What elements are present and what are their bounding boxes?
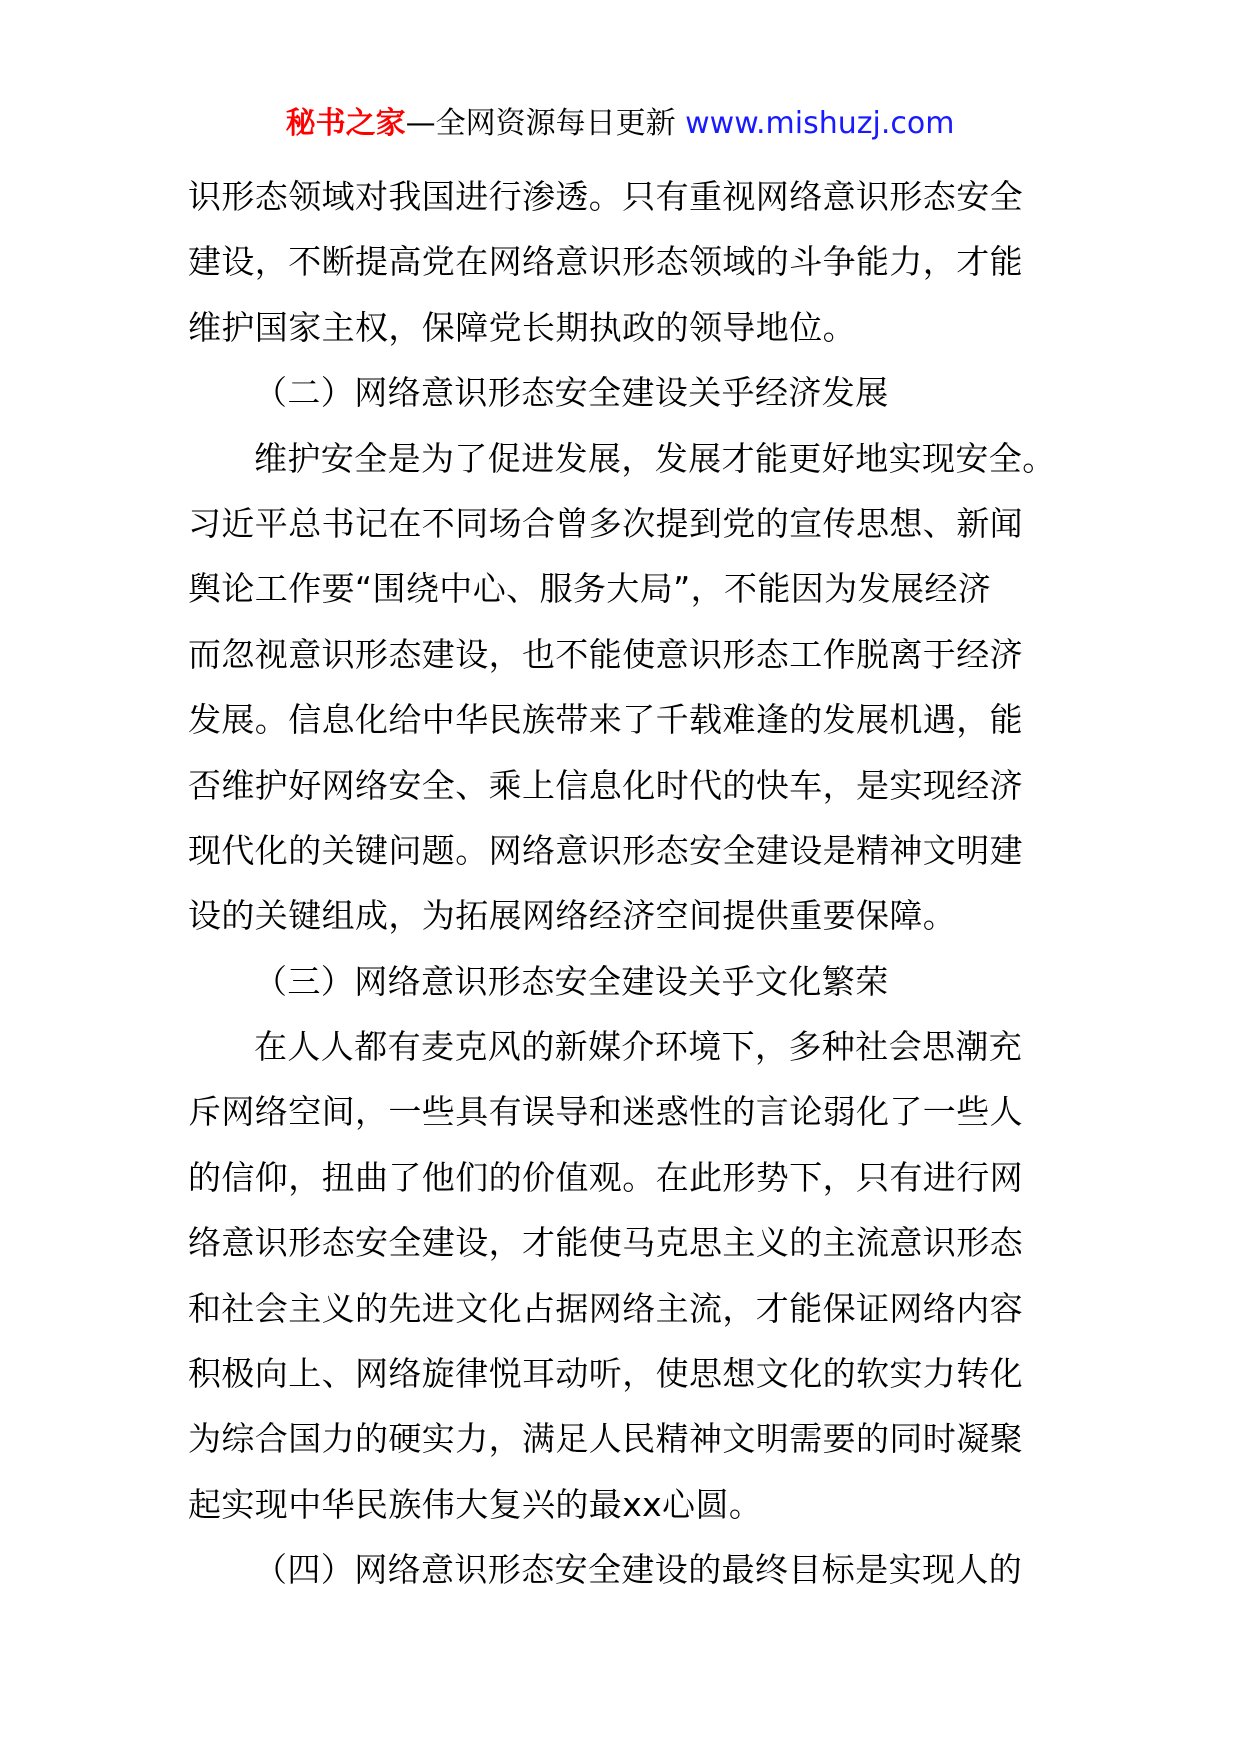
paragraph-line: 和社会主义的先进文化占据网络主流，才能保证网络内容 [188,1288,1023,1328]
page-header [0,98,1240,150]
paragraph-line: 舆论工作要“围绕中心、服务大局”，不能因为发展经济 [188,569,992,609]
brand-name: 秘书之家 [285,106,406,141]
paragraph-line: 发展。信息化给中华民族带来了千载难逢的发展机遇，能 [188,700,1023,740]
paragraph-line-indented: 在人人都有麦克风的新媒介环境下，多种社会思潮充 [254,1027,1023,1067]
paragraph-line: 积极向上、网络旋律悦耳动听，使思想文化的软实力转化 [188,1354,1023,1394]
paragraph-line: 而忽视意识形态建设，也不能使意识形态工作脱离于经济 [188,634,1023,674]
paragraph-line-indented: 维护安全是为了促进发展，发展才能更好地实现安全。 [254,438,1056,478]
body-text [188,164,1064,1603]
site-url: www.mishuzj.com [685,106,955,141]
paragraph-line: 起实现中华民族伟大复兴的最xx心圆。 [188,1484,763,1524]
paragraph-line: 现代化的关键问题。网络意识形态安全建设是精神文明建 [188,830,1023,870]
paragraph-line: 否维护好网络安全、乘上信息化时代的快车，是实现经济 [188,765,1023,805]
paragraph-line: 习近平总书记在不同场合曾多次提到党的宣传思想、新闻 [188,503,1023,543]
paragraph-line-indented: （四）网络意识形态安全建设的最终目标是实现人的 [254,1550,1023,1590]
paragraph-line: 为综合国力的硬实力，满足人民精神文明需要的同时凝聚 [188,1419,1023,1459]
paragraph-line: 斥网络空间，一些具有误导和迷惑性的言论弱化了一些人 [188,1092,1023,1132]
paragraph-line-indented: （二）网络意识形态安全建设关乎经济发展 [254,373,889,413]
paragraph-line: 络意识形态安全建设，才能使马克思主义的主流意识形态 [188,1223,1023,1263]
paragraph-line: 设的关键组成，为拓展网络经济空间提供重要保障。 [188,896,957,936]
header-slogan: —全网资源每日更新 [405,106,686,141]
paragraph-line: 建设，不断提高党在网络意识形态领域的斗争能力，才能 [188,242,1023,282]
paragraph-line: 维护国家主权，保障党长期执政的领导地位。 [188,307,856,347]
paragraph-line: 识形态领域对我国进行渗透。只有重视网络意识形态安全 [188,177,1023,216]
paragraph-line: 的信仰，扭曲了他们的价值观。在此形势下，只有进行网 [188,1157,1023,1197]
paragraph-line-indented: （三）网络意识形态安全建设关乎文化繁荣 [254,961,889,1001]
